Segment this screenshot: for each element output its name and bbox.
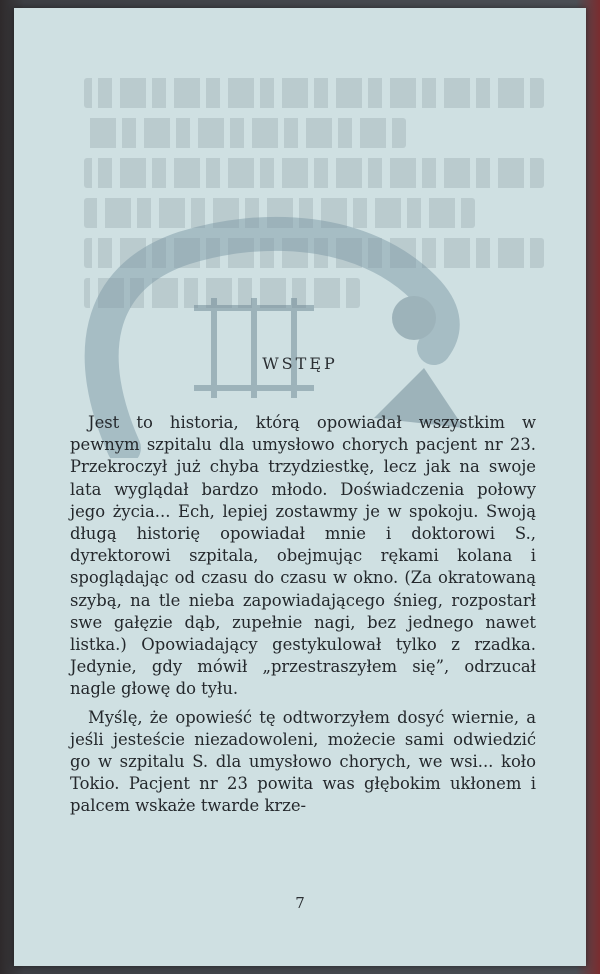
paragraph: Myślę, że opowieść tę odtworzyłem dosyć wiernie, a jeśli jesteście niezadowoleni, możecie sami odwiedzić go w szpitalu S. dla umysłowo chorych, we wsi... koło Tokio. Pacjent nr 23 powita was głębokim ukłonem i palcem wskaże twarde krze-	[70, 707, 536, 816]
paragraph: Jest to historia, którą opowiadał wszystkim w pewnym szpitalu dla umysłowo chorych pacjent nr 23. Przekroczył już chyba trzydziestkę, lecz jak na swoje lata wyglądał bardzo młodo. Doświadczenia połowy jego życia... Ech, lepiej zostawmy je w spokoju. Swoją długą historię opowiadał mnie i doktorowi S., dyrektorowi szpitala, obejmując rękami kolana i spoglądając od czasu do czasu w okno. (Za okratowaną szybą, na tle nieba zapowiadającego śnieg, rozpostarł swe gałęzie dąb, zupełnie nagi, bez jednego nawet listka.) Opowiadający gestykulował tylko z rzadka. Jedynie, gdy mówił „przestraszyłem się”, odrzucał nagle głowę do tyłu.	[70, 413, 536, 699]
body-text	[70, 412, 536, 818]
page-number: 7	[295, 894, 305, 912]
chapter-heading: WSTĘP	[262, 354, 338, 373]
book-page	[14, 8, 586, 966]
